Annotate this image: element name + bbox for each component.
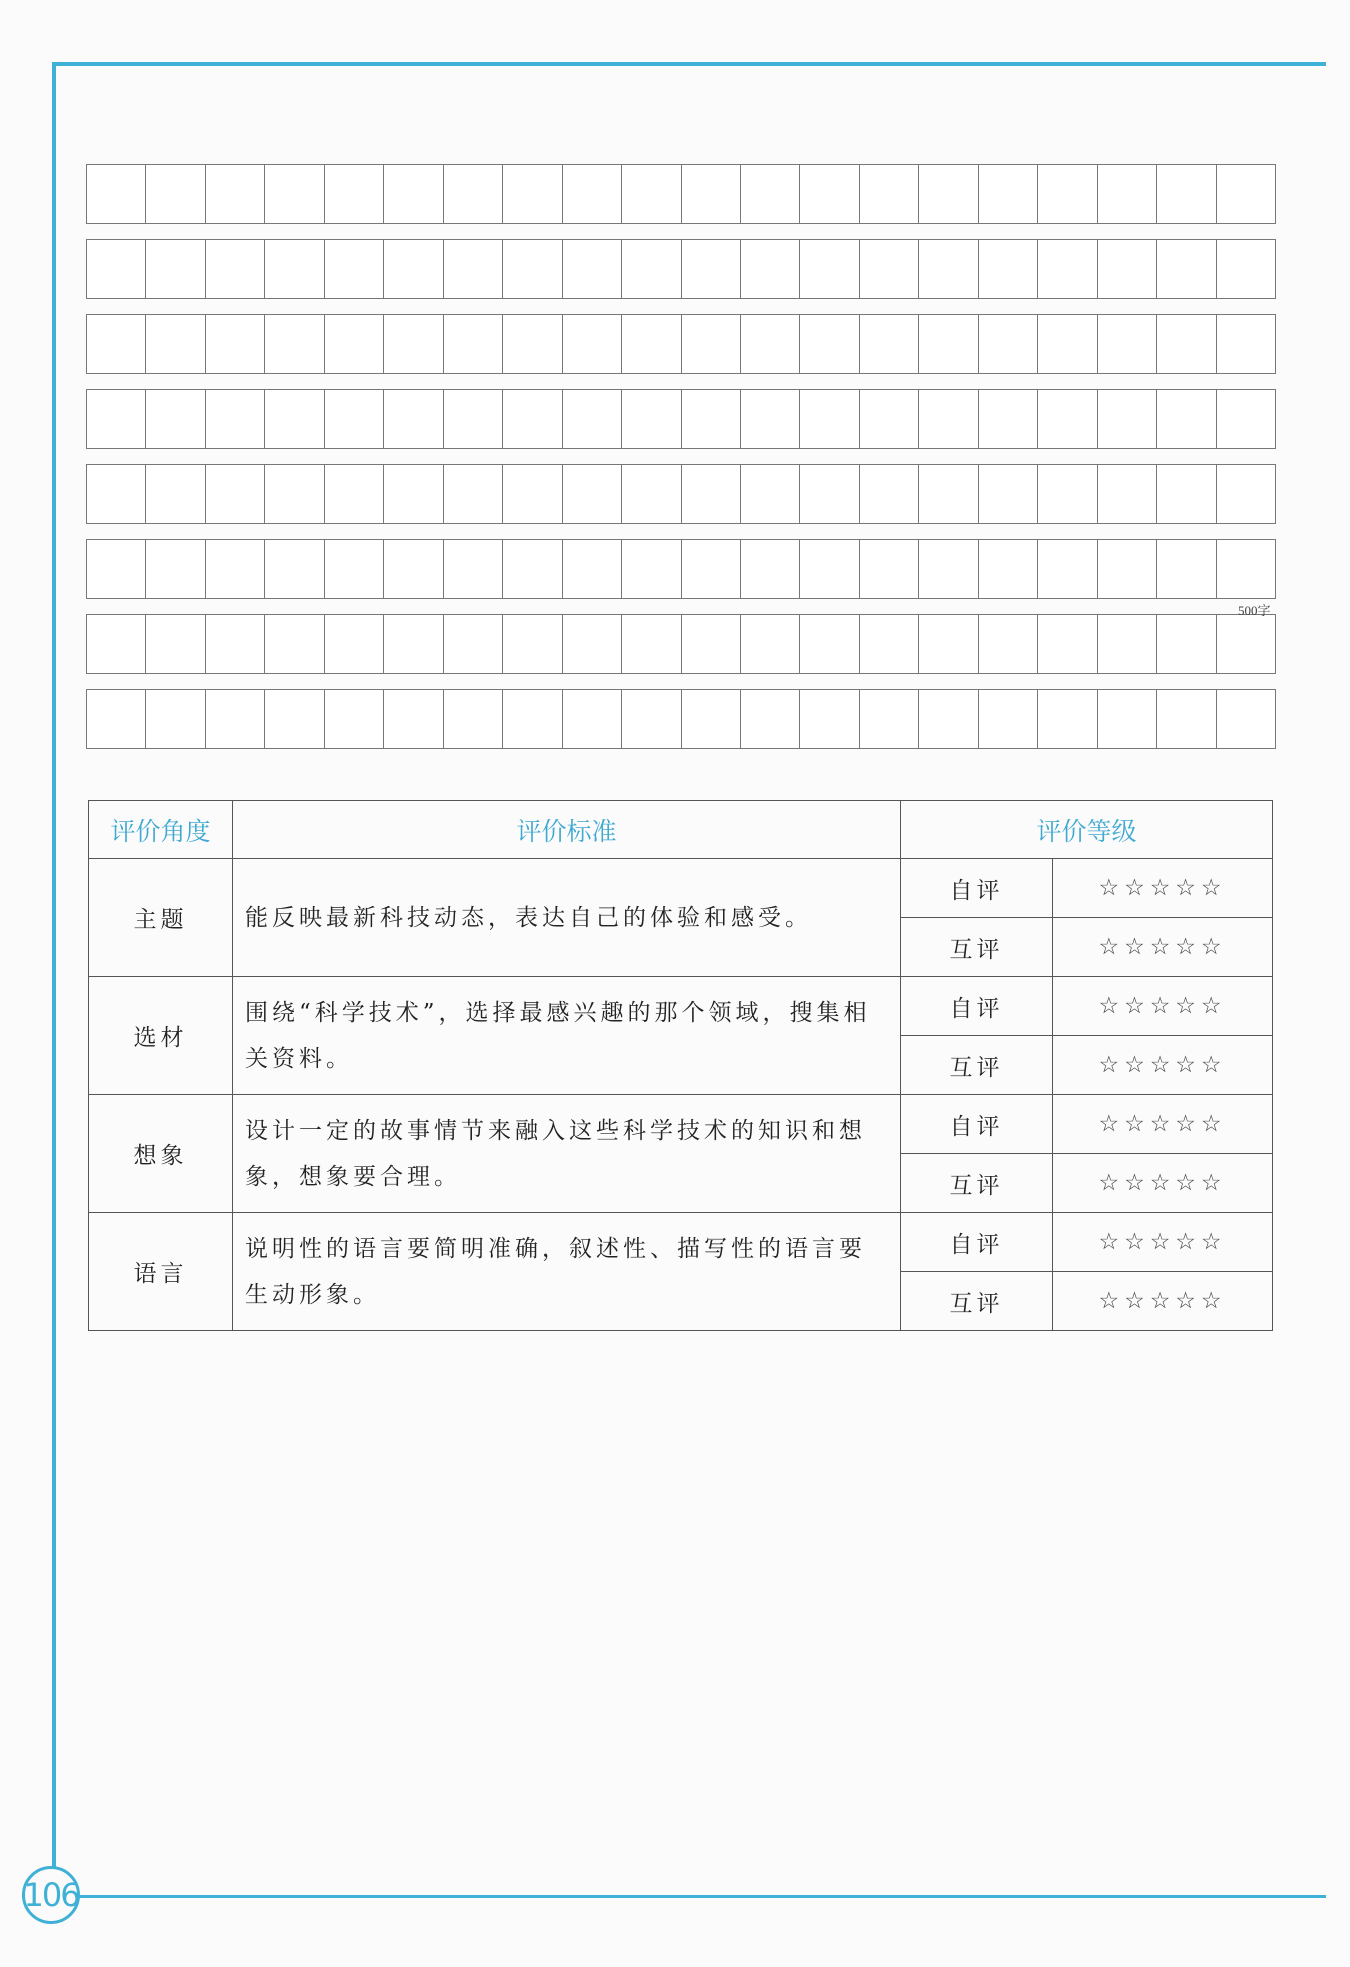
- grid-cell[interactable]: [622, 540, 681, 598]
- grid-cell[interactable]: [860, 540, 919, 598]
- grid-cell[interactable]: [325, 240, 384, 298]
- grid-row: [86, 539, 1276, 599]
- aspect-cell: 语言: [89, 1213, 233, 1331]
- grid-cell[interactable]: [384, 390, 443, 448]
- criteria-cell: 能反映最新科技动态，表达自己的体验和感受。: [233, 859, 901, 977]
- grid-row: [86, 314, 1276, 374]
- grid-cell[interactable]: [682, 465, 741, 523]
- grid-cell[interactable]: [1098, 165, 1157, 223]
- grid-cell[interactable]: [206, 315, 265, 373]
- grid-cell[interactable]: [1038, 615, 1097, 673]
- grid-cell[interactable]: [741, 390, 800, 448]
- grid-cell[interactable]: [325, 315, 384, 373]
- grid-cell[interactable]: [919, 315, 978, 373]
- grid-cell[interactable]: [87, 540, 146, 598]
- grid-cell[interactable]: [1098, 690, 1157, 748]
- grid-cell[interactable]: [1038, 690, 1097, 748]
- grid-cell[interactable]: [444, 165, 503, 223]
- grid-cell[interactable]: [87, 165, 146, 223]
- grid-cell[interactable]: [503, 540, 562, 598]
- grid-cell[interactable]: [1217, 465, 1276, 523]
- grid-cell[interactable]: [622, 690, 681, 748]
- grid-cell[interactable]: [1038, 465, 1097, 523]
- grid-cell[interactable]: [979, 690, 1038, 748]
- grid-cell[interactable]: [325, 615, 384, 673]
- grid-cell[interactable]: [206, 240, 265, 298]
- grid-cell[interactable]: [741, 315, 800, 373]
- grid-row: [86, 164, 1276, 224]
- grid-cell[interactable]: [563, 390, 622, 448]
- grid-cell[interactable]: [622, 315, 681, 373]
- page-number: 106: [22, 1866, 80, 1924]
- grid-cell[interactable]: [206, 540, 265, 598]
- grid-cell[interactable]: [444, 240, 503, 298]
- star-rating[interactable]: ☆☆☆☆☆: [1053, 1213, 1273, 1272]
- criteria-cell: 围绕“科学技术”，选择最感兴趣的那个领域，搜集相关资料。: [233, 977, 901, 1095]
- rating-type: 互评: [901, 918, 1053, 977]
- grid-cell[interactable]: [800, 615, 859, 673]
- grid-cell[interactable]: [444, 690, 503, 748]
- page-frame-bottom-line: [52, 1895, 1326, 1898]
- grid-row: [86, 389, 1276, 449]
- grid-cell[interactable]: [919, 390, 978, 448]
- grid-cell[interactable]: [800, 315, 859, 373]
- rating-type: 自评: [901, 859, 1053, 918]
- grid-cell[interactable]: [1098, 465, 1157, 523]
- grid-cell[interactable]: [800, 165, 859, 223]
- grid-cell[interactable]: [444, 615, 503, 673]
- grid-cell[interactable]: [384, 540, 443, 598]
- grid-cell[interactable]: [503, 240, 562, 298]
- grid-cell[interactable]: [1038, 240, 1097, 298]
- rating-type: 互评: [901, 1272, 1053, 1331]
- grid-cell[interactable]: [563, 690, 622, 748]
- grid-row: [86, 464, 1276, 524]
- grid-cell[interactable]: [444, 315, 503, 373]
- star-rating[interactable]: ☆☆☆☆☆: [1053, 1272, 1273, 1331]
- grid-cell[interactable]: [265, 315, 324, 373]
- grid-cell[interactable]: [1038, 315, 1097, 373]
- evaluation-table: [88, 800, 1273, 1331]
- grid-cell[interactable]: [860, 315, 919, 373]
- grid-cell[interactable]: [206, 165, 265, 223]
- grid-cell[interactable]: [1157, 165, 1216, 223]
- grid-cell[interactable]: [979, 390, 1038, 448]
- grid-cell[interactable]: [741, 165, 800, 223]
- grid-cell[interactable]: [919, 240, 978, 298]
- grid-cell[interactable]: [622, 165, 681, 223]
- grid-cell[interactable]: [682, 315, 741, 373]
- grid-cell[interactable]: [682, 540, 741, 598]
- grid-cell[interactable]: [503, 165, 562, 223]
- grid-cell[interactable]: [1098, 240, 1157, 298]
- grid-cell[interactable]: [1098, 390, 1157, 448]
- grid-cell[interactable]: [1038, 540, 1097, 598]
- grid-cell[interactable]: [919, 165, 978, 223]
- grid-cell[interactable]: [860, 390, 919, 448]
- grid-cell[interactable]: [1217, 315, 1276, 373]
- word-count-mark: 500字: [1238, 603, 1271, 618]
- grid-cell[interactable]: [146, 315, 205, 373]
- grid-cell[interactable]: [1157, 540, 1216, 598]
- table-row: [89, 1213, 1273, 1272]
- grid-cell[interactable]: [682, 240, 741, 298]
- grid-cell[interactable]: [1038, 390, 1097, 448]
- grid-cell[interactable]: [979, 240, 1038, 298]
- grid-cell[interactable]: [1157, 465, 1216, 523]
- grid-cell[interactable]: [146, 615, 205, 673]
- grid-cell[interactable]: [206, 390, 265, 448]
- grid-cell[interactable]: [563, 240, 622, 298]
- grid-cell[interactable]: [1157, 615, 1216, 673]
- grid-cell[interactable]: [860, 615, 919, 673]
- grid-cell[interactable]: [1157, 315, 1216, 373]
- grid-cell[interactable]: [87, 315, 146, 373]
- grid-cell[interactable]: [741, 615, 800, 673]
- grid-cell[interactable]: [146, 465, 205, 523]
- grid-cell[interactable]: [919, 615, 978, 673]
- grid-cell[interactable]: [265, 240, 324, 298]
- grid-cell[interactable]: [919, 540, 978, 598]
- grid-cell[interactable]: [622, 465, 681, 523]
- grid-cell[interactable]: [206, 465, 265, 523]
- grid-cell[interactable]: [800, 690, 859, 748]
- grid-cell[interactable]: [444, 540, 503, 598]
- rating-type: 自评: [901, 1213, 1053, 1272]
- grid-cell[interactable]: [384, 315, 443, 373]
- grid-cell[interactable]: [1157, 690, 1216, 748]
- grid-cell[interactable]: [265, 690, 324, 748]
- rating-type: 互评: [901, 1036, 1053, 1095]
- grid-cell[interactable]: [146, 540, 205, 598]
- grid-cell[interactable]: [265, 165, 324, 223]
- grid-cell[interactable]: [800, 390, 859, 448]
- grid-cell[interactable]: [87, 240, 146, 298]
- star-rating[interactable]: ☆☆☆☆☆: [1053, 1095, 1273, 1154]
- grid-cell[interactable]: [265, 390, 324, 448]
- aspect-cell: 主题: [89, 859, 233, 977]
- grid-cell[interactable]: [146, 240, 205, 298]
- grid-cell[interactable]: [682, 690, 741, 748]
- grid-cell[interactable]: [1098, 315, 1157, 373]
- grid-cell[interactable]: [979, 540, 1038, 598]
- grid-cell[interactable]: [563, 540, 622, 598]
- grid-cell[interactable]: [800, 465, 859, 523]
- grid-cell[interactable]: [503, 690, 562, 748]
- grid-cell[interactable]: [503, 390, 562, 448]
- page-frame-top-line: [52, 62, 1326, 66]
- grid-cell[interactable]: [325, 465, 384, 523]
- grid-cell[interactable]: [384, 690, 443, 748]
- grid-cell[interactable]: [384, 165, 443, 223]
- grid-cell[interactable]: [265, 465, 324, 523]
- grid-cell[interactable]: [503, 465, 562, 523]
- grid-cell[interactable]: [979, 465, 1038, 523]
- page-frame-left-line: [52, 62, 56, 1870]
- table-header-row: [89, 801, 1273, 859]
- grid-cell[interactable]: [919, 690, 978, 748]
- grid-cell[interactable]: [384, 615, 443, 673]
- grid-cell[interactable]: [444, 390, 503, 448]
- grid-cell[interactable]: [206, 615, 265, 673]
- rating-type: 自评: [901, 1095, 1053, 1154]
- header-grade: 评价等级: [901, 801, 1273, 859]
- grid-cell[interactable]: [860, 465, 919, 523]
- grid-cell[interactable]: [444, 465, 503, 523]
- grid-cell[interactable]: [1217, 165, 1276, 223]
- table-row: [89, 859, 1273, 918]
- star-rating[interactable]: ☆☆☆☆☆: [1053, 918, 1273, 977]
- grid-cell[interactable]: [563, 315, 622, 373]
- grid-cell[interactable]: [800, 540, 859, 598]
- grid-cell[interactable]: [682, 165, 741, 223]
- grid-cell[interactable]: [1157, 240, 1216, 298]
- grid-cell[interactable]: [146, 690, 205, 748]
- grid-cell[interactable]: [503, 315, 562, 373]
- table-row: [89, 977, 1273, 1036]
- grid-cell[interactable]: [325, 165, 384, 223]
- grid-cell[interactable]: [741, 465, 800, 523]
- grid-cell[interactable]: [87, 465, 146, 523]
- star-rating[interactable]: ☆☆☆☆☆: [1053, 1154, 1273, 1213]
- grid-row: [86, 614, 1276, 674]
- grid-cell[interactable]: [682, 390, 741, 448]
- grid-cell[interactable]: [87, 615, 146, 673]
- grid-cell[interactable]: [919, 465, 978, 523]
- grid-cell[interactable]: [622, 390, 681, 448]
- grid-cell[interactable]: [800, 240, 859, 298]
- grid-row: [86, 239, 1276, 299]
- grid-cell[interactable]: [622, 240, 681, 298]
- table-row: [89, 1095, 1273, 1154]
- grid-cell[interactable]: [265, 615, 324, 673]
- grid-cell[interactable]: [146, 165, 205, 223]
- grid-cell[interactable]: [1217, 240, 1276, 298]
- grid-cell[interactable]: [741, 540, 800, 598]
- grid-cell[interactable]: [1217, 390, 1276, 448]
- grid-cell[interactable]: [563, 165, 622, 223]
- grid-cell[interactable]: [206, 690, 265, 748]
- grid-cell[interactable]: [325, 390, 384, 448]
- grid-cell[interactable]: [622, 615, 681, 673]
- grid-cell[interactable]: [860, 240, 919, 298]
- grid-cell[interactable]: [325, 540, 384, 598]
- grid-cell[interactable]: [1098, 615, 1157, 673]
- grid-cell[interactable]: [325, 690, 384, 748]
- grid-row: [86, 689, 1276, 749]
- rating-type: 自评: [901, 977, 1053, 1036]
- grid-cell[interactable]: [741, 690, 800, 748]
- grid-cell[interactable]: [741, 240, 800, 298]
- grid-cell[interactable]: [1038, 165, 1097, 223]
- star-rating[interactable]: ☆☆☆☆☆: [1053, 977, 1273, 1036]
- star-rating[interactable]: ☆☆☆☆☆: [1053, 1036, 1273, 1095]
- criteria-cell: 说明性的语言要简明准确，叙述性、描写性的语言要生动形象。: [233, 1213, 901, 1331]
- grid-cell[interactable]: [979, 315, 1038, 373]
- writing-grid: [86, 164, 1276, 764]
- grid-cell[interactable]: [1217, 690, 1276, 748]
- criteria-cell: 设计一定的故事情节来融入这些科学技术的知识和想象，想象要合理。: [233, 1095, 901, 1213]
- grid-cell[interactable]: [503, 615, 562, 673]
- grid-cell[interactable]: [87, 690, 146, 748]
- grid-cell[interactable]: [979, 615, 1038, 673]
- grid-cell[interactable]: [860, 690, 919, 748]
- grid-cell[interactable]: [384, 240, 443, 298]
- star-rating[interactable]: ☆☆☆☆☆: [1053, 859, 1273, 918]
- grid-cell[interactable]: [1098, 540, 1157, 598]
- grid-cell[interactable]: [1157, 390, 1216, 448]
- grid-cell[interactable]: [1217, 540, 1276, 598]
- grid-cell[interactable]: [146, 390, 205, 448]
- header-aspect: 评价角度: [89, 801, 233, 859]
- aspect-cell: 想象: [89, 1095, 233, 1213]
- grid-cell[interactable]: [860, 165, 919, 223]
- grid-cell[interactable]: [87, 390, 146, 448]
- grid-cell[interactable]: [979, 165, 1038, 223]
- header-criteria: 评价标准: [233, 801, 901, 859]
- grid-cell[interactable]: [384, 465, 443, 523]
- grid-cell[interactable]: [563, 465, 622, 523]
- grid-cell[interactable]: [1217, 615, 1276, 673]
- grid-cell[interactable]: [265, 540, 324, 598]
- grid-cell[interactable]: [563, 615, 622, 673]
- rating-type: 互评: [901, 1154, 1053, 1213]
- grid-cell[interactable]: [682, 615, 741, 673]
- aspect-cell: 选材: [89, 977, 233, 1095]
